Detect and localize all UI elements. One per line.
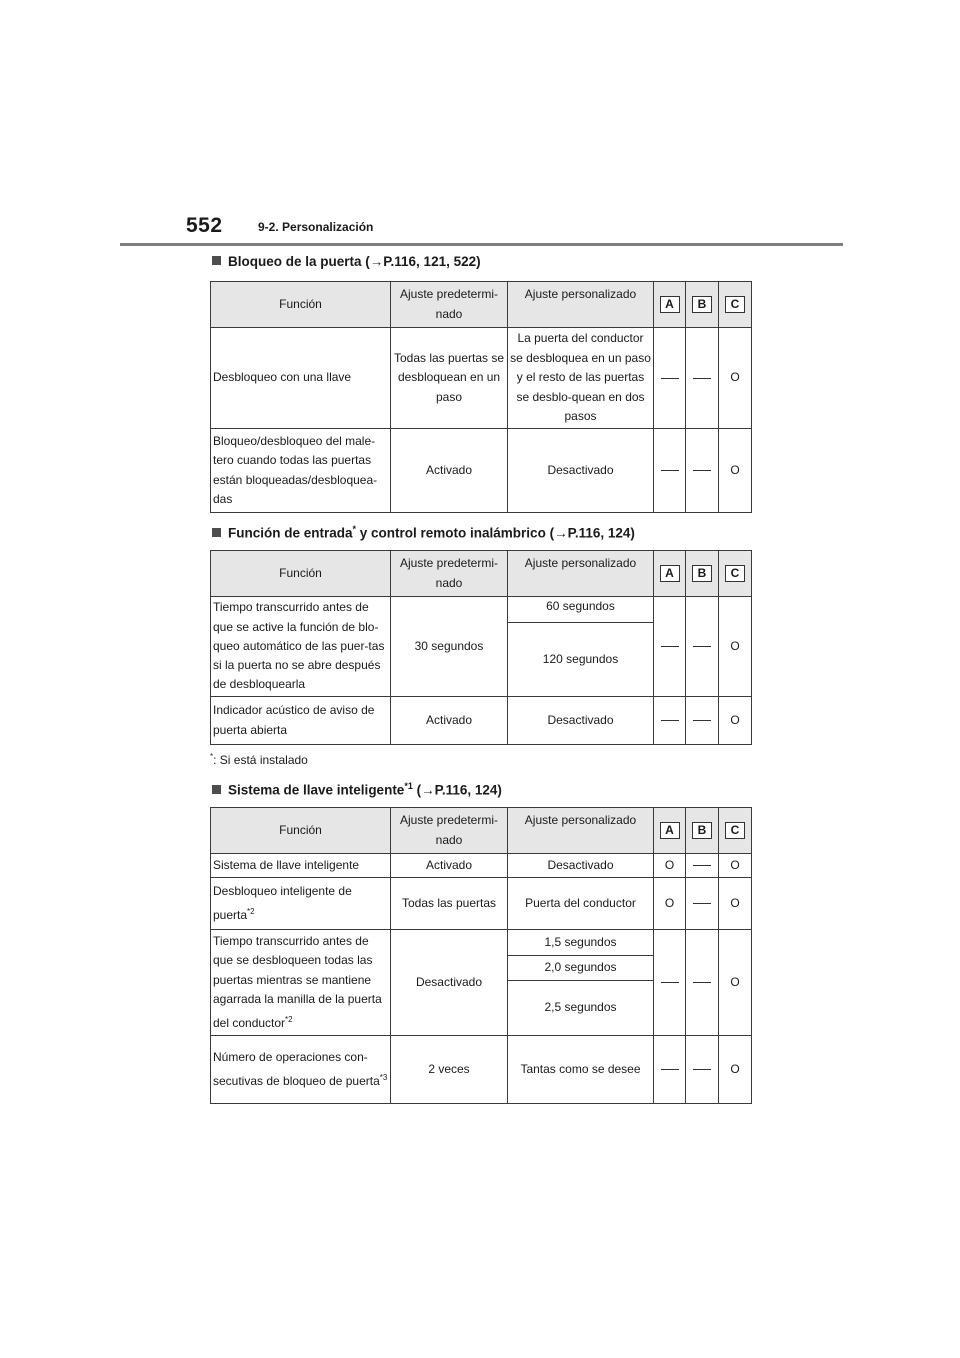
cell-c: O	[719, 328, 752, 429]
cell-c: O	[719, 697, 752, 745]
square-bullet-icon	[212, 785, 221, 794]
col-header-custom: Ajuste personalizado	[508, 808, 654, 854]
cell-default: Activado	[391, 429, 508, 513]
cell-b	[686, 597, 719, 697]
cell-func: Desbloqueo inteligente de puerta$^{*2}$	[211, 878, 391, 930]
table-row	[211, 930, 752, 956]
cell-b	[686, 854, 719, 878]
cell-default: Activado	[391, 697, 508, 745]
dash-icon	[693, 646, 711, 647]
dash-icon	[661, 378, 679, 379]
table-bloqueo	[210, 281, 752, 513]
cell-c: O	[719, 1036, 752, 1104]
col-header-a	[654, 282, 686, 328]
cell-c: O	[719, 854, 752, 878]
col-header-a	[654, 551, 686, 597]
cell-func: Tiempo transcurrido antes de que se desbloqueen todas las puertas mientras se mantiene agarrada la manilla de la puerta del conductor$^{*2}$	[211, 930, 391, 1036]
table-row	[211, 697, 752, 745]
cell-custom: Tantas como se desee	[508, 1036, 654, 1104]
cell-a	[654, 1036, 686, 1104]
cell-default: Todas las puertas se desbloquean en un paso	[391, 328, 508, 429]
dash-icon	[661, 646, 679, 647]
a-box-icon: A	[660, 822, 680, 839]
col-header-custom: Ajuste personalizado	[508, 282, 654, 328]
cell-default: Activado	[391, 854, 508, 878]
cell-b	[686, 878, 719, 930]
dash-icon	[661, 470, 679, 471]
dash-icon	[693, 720, 711, 721]
c-box-icon: C	[725, 296, 745, 313]
dash-icon	[661, 720, 679, 721]
a-box-icon: A	[660, 296, 680, 313]
b-box-icon: B	[692, 822, 712, 839]
table-row	[211, 328, 752, 429]
col-header-custom: Ajuste personalizado	[508, 551, 654, 597]
cell-a	[654, 930, 686, 1036]
cell-custom: 60 segundos	[508, 597, 654, 623]
a-box-icon: A	[660, 565, 680, 582]
cell-c: O	[719, 878, 752, 930]
col-header-c	[719, 282, 752, 328]
cell-c: O	[719, 429, 752, 513]
dash-icon	[661, 1069, 679, 1070]
cell-a	[654, 328, 686, 429]
cell-c: O	[719, 930, 752, 1036]
cell-func: Sistema de llave inteligente	[211, 854, 391, 878]
col-header-b	[686, 551, 719, 597]
c-box-icon: C	[725, 822, 745, 839]
cell-custom: Desactivado	[508, 697, 654, 745]
square-bullet-icon	[212, 256, 221, 265]
dash-icon	[693, 378, 711, 379]
dash-icon	[693, 865, 711, 866]
cell-b	[686, 1036, 719, 1104]
cell-a	[654, 429, 686, 513]
cell-custom: 1,5 segundos	[508, 930, 654, 956]
cell-a	[654, 697, 686, 745]
cell-b	[686, 429, 719, 513]
cell-default: 2 veces	[391, 1036, 508, 1104]
cell-func: Tiempo transcurrido antes de que se active la función de blo-queo automático de las puer-tas si la puerta no se abre después de desbloquearla	[211, 597, 391, 697]
header-rule	[120, 243, 843, 246]
table-row	[211, 1036, 752, 1104]
cell-a: O	[654, 878, 686, 930]
cell-a: O	[654, 854, 686, 878]
b-box-icon: B	[692, 565, 712, 582]
cell-default: Desactivado	[391, 930, 508, 1036]
cell-custom: Desactivado	[508, 854, 654, 878]
cell-b	[686, 930, 719, 1036]
section-title-funcion-entrada: Función de entrada* y control remoto inalámbrico (→P.116, 124)	[212, 524, 635, 541]
table-row	[211, 597, 752, 623]
col-header-default: Ajuste predetermi-nado	[391, 808, 508, 854]
col-header-funcion: Función	[211, 551, 391, 597]
c-box-icon: C	[725, 565, 745, 582]
dash-icon	[693, 470, 711, 471]
cell-custom: 2,0 segundos	[508, 956, 654, 981]
dash-icon	[693, 982, 711, 983]
col-header-b	[686, 282, 719, 328]
cell-func: Indicador acústico de aviso de puerta abierta	[211, 697, 391, 745]
dash-icon	[693, 903, 711, 904]
cell-func: Número de operaciones con-secutivas de bloqueo de puerta$^{*3}$	[211, 1036, 391, 1104]
table-row	[211, 429, 752, 513]
cell-custom: 120 segundos	[508, 623, 654, 697]
table-row	[211, 854, 752, 878]
cell-custom: Desactivado	[508, 429, 654, 513]
cell-b	[686, 697, 719, 745]
cell-func: Desbloqueo con una llave	[211, 328, 391, 429]
chapter-title: 9-2. Personalización	[258, 220, 374, 234]
col-header-funcion: Función	[211, 282, 391, 328]
col-header-default: Ajuste predetermi-nado	[391, 282, 508, 328]
cell-custom: La puerta del conductor se desbloquea en un paso y el resto de las puertas se desblo-quean en dos pasos	[508, 328, 654, 429]
table-funcion-entrada	[210, 550, 752, 745]
page-number: 552	[186, 214, 223, 237]
section-title-llave-inteligente: Sistema de llave inteligente$^{*1}$ (→P.116, 124)	[212, 781, 502, 798]
square-bullet-icon	[212, 528, 221, 537]
table-llave-inteligente	[210, 807, 752, 1104]
dash-icon	[693, 1069, 711, 1070]
cell-default: 30 segundos	[391, 597, 508, 697]
cell-a	[654, 597, 686, 697]
cell-b	[686, 328, 719, 429]
cell-func: Bloqueo/desbloqueo del male-tero cuando todas las puertas están bloqueadas/desbloquea-das	[211, 429, 391, 513]
footnote: *: Si está instalado	[210, 752, 308, 767]
col-header-default: Ajuste predetermi-nado	[391, 551, 508, 597]
cell-default: Todas las puertas	[391, 878, 508, 930]
col-header-a	[654, 808, 686, 854]
dash-icon	[661, 982, 679, 983]
col-header-c	[719, 808, 752, 854]
cell-custom: 2,5 segundos	[508, 981, 654, 1036]
col-header-b	[686, 808, 719, 854]
section-title-bloqueo: Bloqueo de la puerta (→P.116, 121, 522)	[212, 254, 481, 269]
b-box-icon: B	[692, 296, 712, 313]
col-header-funcion: Función	[211, 808, 391, 854]
table-row	[211, 878, 752, 930]
cell-c: O	[719, 597, 752, 697]
cell-custom: Puerta del conductor	[508, 878, 654, 930]
col-header-c	[719, 551, 752, 597]
